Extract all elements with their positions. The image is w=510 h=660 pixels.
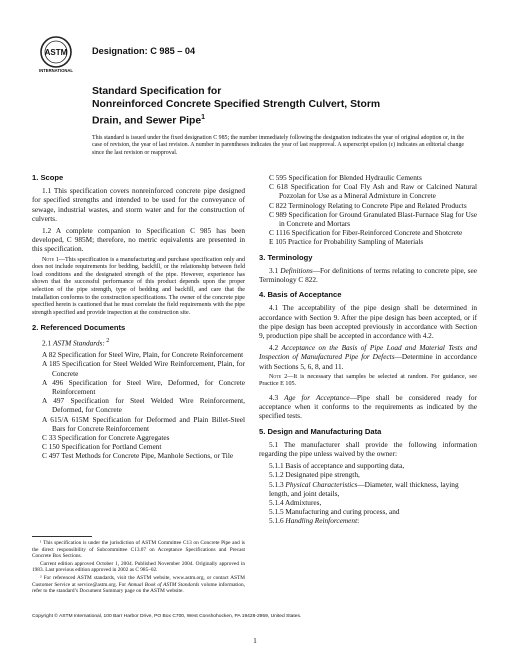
reference-item: A 615/A 615M Specification for Deformed and Plain Billet-Steel Bars for Concrete Reinforcement <box>42 414 245 433</box>
reference-item: A 497 Specification for Steel Welded Wire Reinforcement, Deformed, for Concrete <box>42 396 245 415</box>
reference-item: C 595 Specification for Blended Hydraulic Cements <box>269 173 422 182</box>
section-heading-design-and-manufacturing-data: 5. Design and Manufacturing Data <box>259 426 382 436</box>
reference-item: C 822 Terminology Relating to Concrete Pipe and Related Products <box>269 200 467 210</box>
footnote-1: ¹ This specification is under the jurisdiction of ASTM Committee C13 on Concrete Pipe and is the direct responsibility of Subcommittee C13.07 on Acceptance Specifications and Precast Concrete Box Sections. <box>32 540 245 560</box>
reference-item: C 497 Test Methods for Concrete Pipe, Manhole Sections, or Tile <box>42 451 234 461</box>
footnote-divider <box>32 536 92 537</box>
note-1: Note 1—This specification is a manufacturing and purchase specification only and does not include requirements for bedding, backfill, or the relationship between field load conditions and the designated strength of the pipe. However, experience has shown that the successful performance of this product depends upon the proper selection of the pipe strength, type of bedding and backfill, and care that the installation conforms to the construction specifications. The owner of the concrete pipe specified herein is cautioned that he must correlate the field requirements with the pipe strength specified and provide inspection at the construction site. <box>32 256 245 316</box>
title-line-2: Nonreinforced Concrete Specified Strength Culvert, Storm <box>92 98 381 110</box>
astm-logo <box>36 34 76 74</box>
paragraph-3-1: 3.1 Definitions—For definitions of terms relating to concrete pipe, see Terminology C 822. <box>259 265 477 285</box>
paragraph-5-1: 5.1 The manufacturer shall provide the following information regarding the pipe unless waived by the owner: <box>259 439 477 459</box>
right-column <box>259 173 477 526</box>
reference-item: E 105 Practice for Probability Sampling of Materials <box>269 237 424 247</box>
copyright-line: Copyright © ASTM International, 100 Barr Harbor Drive, PO Box C700, West Conshohocken, PA 19428-2959, United States. <box>32 614 302 619</box>
item-5-1-4: 5.1.4 Admixtures, <box>269 498 322 508</box>
reference-item: C 1116 Specification for Fiber-Reinforced Concrete and Shotcrete <box>269 228 463 238</box>
reference-item: C 33 Specification for Concrete Aggregates <box>42 433 170 443</box>
paragraph-4-2: 4.2 Acceptance on the Basis of Pipe Load and Material Tests and Inspection of Manufactured Pipe for Defects—Determine in accordance with Sections 5, 6, 8, and 11. <box>259 343 477 371</box>
item-5-1-6: 5.1.6 Handling Reinforcement: <box>269 516 360 526</box>
footnote-1-continued: Current edition approved October 1, 2004. Published November 2004. Originally approved in 1983. Last previous edition approved in 2002 as C 985–02. <box>32 560 245 574</box>
section-heading-scope: 1. Scope <box>32 173 64 182</box>
reference-item: C 618 Specification for Coal Fly Ash and Raw or Calcined Natural Pozzolan for Use as a Mineral Admixture in Concrete <box>269 182 477 201</box>
left-column <box>32 173 245 461</box>
paragraph-1-1: 1.1 This specification covers nonreinforced concrete pipe designed for specified strengths and intended to be used for the conveyance of sewage, industrial wastes, and storm water and for the construction of culverts. <box>32 186 245 223</box>
reference-item: C 150 Specification for Portland Cement <box>42 442 162 452</box>
item-5-1-3: 5.1.3 Physical Characteristics—Diameter, wall thickness, laying length, and joint details, <box>269 479 459 498</box>
logo-text: ASTM <box>44 48 68 57</box>
title-line-3: Drain, and Sewer Pipe$^1$ <box>92 113 206 127</box>
document-title <box>92 86 452 128</box>
item-5-1-1: 5.1.1 Basis of acceptance and supporting data, <box>269 461 405 471</box>
reference-item: C 989 Specification for Ground Granulated Blast-Furnace Slag for Use in Concrete and Mortars <box>269 209 477 229</box>
section-heading-referenced-documents: 2. Referenced Documents <box>32 323 126 333</box>
section-heading-terminology: 3. Terminology <box>259 252 313 262</box>
item-5-1-5: 5.1.5 Manufacturing and curing process, and <box>269 507 400 517</box>
title-line-1: Standard Specification for <box>92 86 222 97</box>
reference-item: A 82 Specification for Steel Wire, Plain, for Concrete Reinforcement <box>42 350 244 360</box>
title-footnote-mark: 1 <box>201 113 206 121</box>
paragraph-1-2: 1.2 A complete companion to Specification C 985 has been developed, C 985M; therefore, no metric equivalents are presented in this specification. <box>32 226 245 254</box>
section-heading-basis-of-acceptance: 4. Basis of Acceptance <box>259 290 342 300</box>
footnotes <box>32 540 245 596</box>
footnote-2: ² For referenced ASTM standards, visit the ASTM website, www.astm.org, or contact ASTM Customer Service at service@astm.org. For Annual Book of ASTM Standards volume information, refer to the standard’s Document Summary page on the ASTM website. <box>32 574 245 595</box>
page-number: 1 <box>253 636 257 645</box>
item-5-1-2: 5.1.2 Designated pipe strength, <box>269 470 360 480</box>
paragraph-2-1: 2.1 ASTM Standards: $^2$ <box>42 337 110 347</box>
paragraph-4-1: 4.1 The acceptability of the pipe design shall be determined in accordance with Section 9. After the pipe design has been accepted, or if the pipe design has been accepted previously in accordance with Section 9, production pipe shall be accepted in accordance with 4.2. <box>259 303 477 341</box>
preamble: This standard is issued under the fixed designation C 985; the number immediately following the designation indicates the year of original adoption or, in the case of revision, the year of last revision. A number in parentheses indicates the year of last reapproval. A superscript epsilon (ε) indicates an editorial change since the last revision or reapproval. <box>92 135 464 156</box>
logo-subtext: INTERNATIONAL <box>39 68 73 73</box>
reference-item: A 496 Specification for Steel Wire, Deformed, for Concrete Reinforcement <box>42 377 245 397</box>
designation: Designation: C 985 – 04 <box>92 46 196 56</box>
reference-item: A 185 Specification for Steel Welded Wire Reinforcement, Plain, for Concrete <box>42 359 245 378</box>
paragraph-4-3: 4.3 Age for Acceptance—Pipe shall be considered ready for acceptance when it conforms to the requirements as indicated by the specified tests. <box>259 393 477 421</box>
note-2: Note 2—It is necessary that samples be selected at random. For guidance, see Practice E 105. <box>259 373 477 388</box>
